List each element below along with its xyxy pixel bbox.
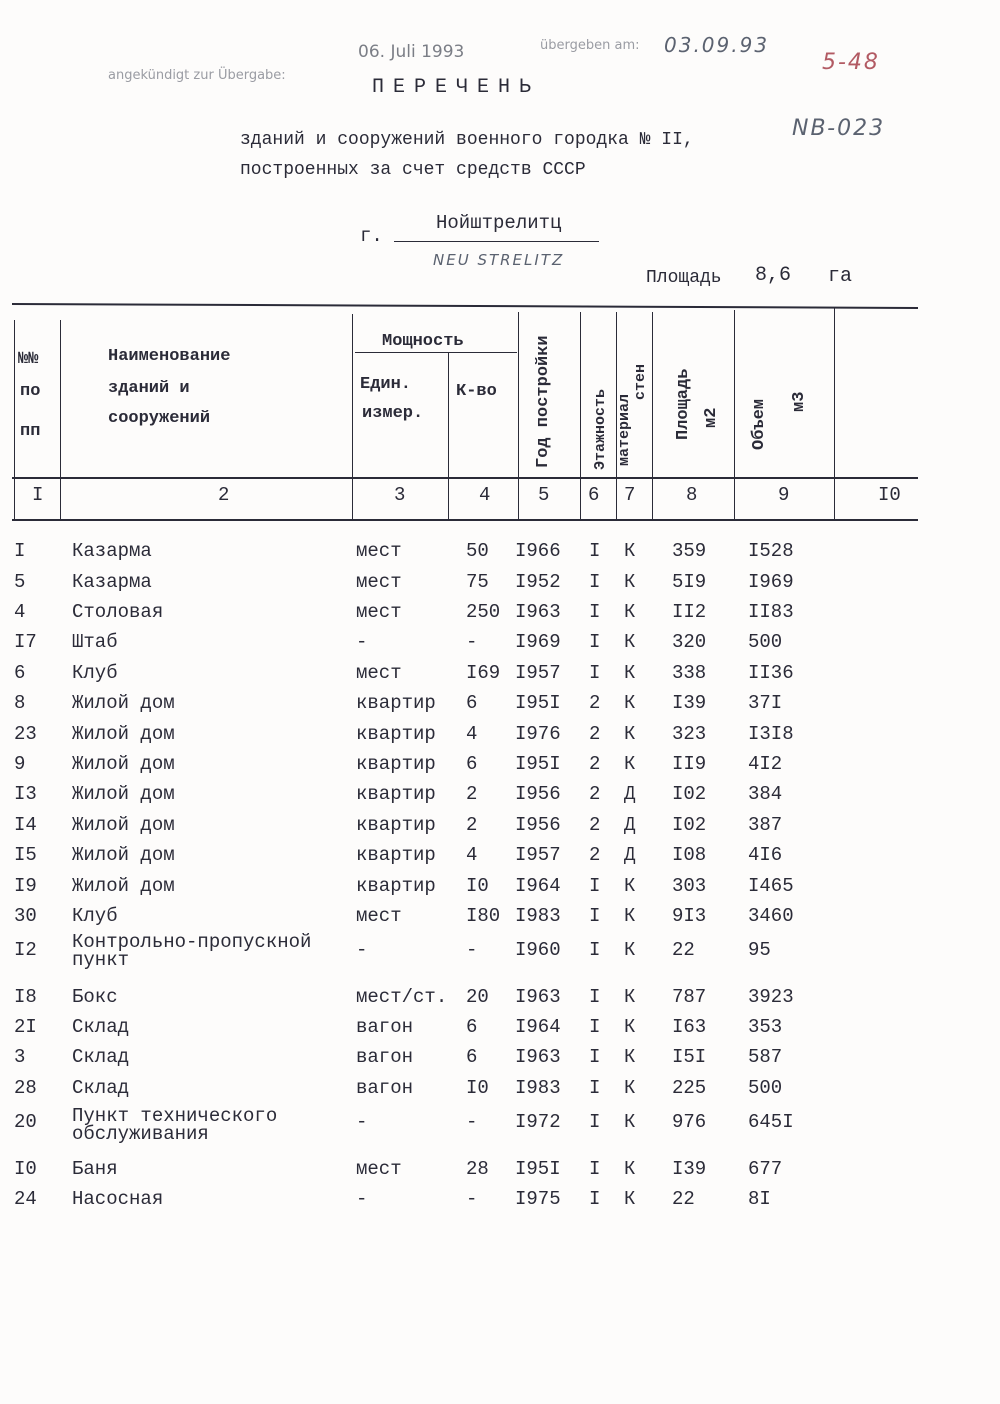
header-no-line-3: пп — [20, 422, 41, 441]
column-number-5: 5 — [538, 484, 550, 506]
wall-material: К — [624, 986, 636, 1008]
row-number: 9 — [14, 753, 26, 775]
table-row — [0, 844, 1000, 870]
row-number: I0 — [14, 1158, 37, 1180]
row-number: 2I — [14, 1016, 37, 1038]
header-name-line-3: сооружений — [108, 409, 211, 428]
floors: I — [589, 1188, 601, 1210]
wall-material: К — [624, 662, 636, 684]
volume-m3: 677 — [748, 1158, 783, 1180]
header-no-line-1: №№ — [18, 350, 39, 369]
floors: I — [589, 986, 601, 1008]
area-m2: 976 — [672, 1111, 707, 1133]
floors: 2 — [589, 844, 601, 866]
header-area-line-2: м2 — [702, 407, 721, 428]
table-row — [0, 631, 1000, 657]
unit: квартир — [356, 783, 436, 805]
table-row — [0, 1158, 1000, 1184]
capacity-rule — [355, 352, 517, 353]
floors: I — [589, 631, 601, 653]
year-built: I964 — [515, 1016, 561, 1038]
volume-m3: 3923 — [748, 986, 794, 1008]
area-m2: I39 — [672, 1158, 707, 1180]
volume-m3: 3460 — [748, 905, 794, 927]
table-row — [0, 1016, 1000, 1042]
area-m2: I02 — [672, 783, 707, 805]
year-built: I964 — [515, 875, 561, 897]
row-number: 8 — [14, 692, 26, 714]
header-unit-line-1: Един. — [360, 375, 412, 394]
quantity: 6 — [466, 692, 478, 714]
unit: квартир — [356, 844, 436, 866]
row-number: I — [14, 540, 26, 562]
col-divider — [580, 312, 581, 520]
unit: мест — [356, 905, 402, 927]
building-name: Жилой дом — [72, 814, 175, 836]
year-built: I963 — [515, 601, 561, 623]
unit: мест — [356, 571, 402, 593]
city-translation: NEU STRELITZ — [433, 251, 565, 269]
area-m2: II9 — [672, 753, 707, 775]
quantity: 250 — [466, 601, 501, 623]
quantity: 20 — [466, 986, 489, 1008]
header-material-line-2: стен — [632, 363, 649, 400]
volume-m3: 4I6 — [748, 844, 783, 866]
year-built: I956 — [515, 783, 561, 805]
unit: мест/ст. — [356, 986, 448, 1008]
table-header-rule — [12, 477, 918, 479]
volume-m3: 4I2 — [748, 753, 783, 775]
table-row — [0, 662, 1000, 688]
table-top-rule — [12, 303, 918, 309]
floors: I — [589, 1077, 601, 1099]
header-year: Год постройки — [534, 335, 553, 468]
year-built: I952 — [515, 571, 561, 593]
city-name: Нойштрелитц — [436, 212, 562, 234]
building-name: Жилой дом — [72, 875, 175, 897]
area-m2: 359 — [672, 540, 707, 562]
building-name: Контрольно-пропускной — [72, 931, 312, 953]
year-built: I957 — [515, 662, 561, 684]
building-name-line-2: обслуживания — [72, 1123, 209, 1145]
volume-m3: I969 — [748, 571, 794, 593]
col-divider — [734, 310, 735, 520]
header-volume-line-1: Объем — [750, 398, 769, 450]
table-row — [0, 986, 1000, 1012]
area-m2: 9I3 — [672, 905, 707, 927]
table-row — [0, 814, 1000, 840]
area-label: Площадь — [646, 268, 722, 288]
floors: 2 — [589, 814, 601, 836]
row-number: 24 — [14, 1188, 37, 1210]
wall-material: К — [624, 1188, 636, 1210]
quantity: 28 — [466, 1158, 489, 1180]
unit: мест — [356, 662, 402, 684]
floors: I — [589, 1158, 601, 1180]
unit: - — [356, 1188, 368, 1210]
row-number: 20 — [14, 1111, 37, 1133]
wall-material: К — [624, 753, 636, 775]
header-area-line-1: Площадь — [674, 368, 693, 440]
year-built: I983 — [515, 1077, 561, 1099]
col-divider — [834, 308, 835, 520]
quantity: I0 — [466, 875, 489, 897]
ref-code: NB-023 — [792, 116, 886, 141]
area-value: 8,6 — [755, 264, 792, 287]
wall-material: К — [624, 540, 636, 562]
building-name: Пункт технического — [72, 1105, 278, 1127]
wall-material: К — [624, 692, 636, 714]
quantity: I0 — [466, 1077, 489, 1099]
row-number: I7 — [14, 631, 37, 653]
building-name: Казарма — [72, 540, 152, 562]
city-prefix: г. — [360, 225, 383, 247]
col-divider — [448, 353, 449, 520]
year-built: I95I — [515, 692, 561, 714]
volume-m3: I528 — [748, 540, 794, 562]
header-material-line-1: материал — [616, 393, 633, 466]
wall-material: К — [624, 1016, 636, 1038]
building-name: Жилой дом — [72, 783, 175, 805]
table-row — [0, 905, 1000, 931]
year-built: I957 — [515, 844, 561, 866]
building-name: Насосная — [72, 1188, 164, 1210]
wall-material: К — [624, 571, 636, 593]
building-name: Бокс — [72, 986, 118, 1008]
table-row — [0, 875, 1000, 901]
unit: вагон — [356, 1046, 414, 1068]
floors: I — [589, 571, 601, 593]
header-no-line-2: по — [20, 382, 41, 401]
announced-stamp: angekündigt zur Übergabe: — [108, 68, 286, 83]
area-m2: 22 — [672, 939, 695, 961]
unit: квартир — [356, 723, 436, 745]
volume-m3: 95 — [748, 939, 771, 961]
unit: мест — [356, 540, 402, 562]
area-m2: 303 — [672, 875, 707, 897]
header-capacity: Мощность — [382, 332, 464, 351]
wall-material: К — [624, 631, 636, 653]
floors: I — [589, 540, 601, 562]
city-underline — [394, 241, 599, 242]
area-m2: 5I9 — [672, 571, 707, 593]
row-number: I8 — [14, 986, 37, 1008]
area-m2: 323 — [672, 723, 707, 745]
wall-material: К — [624, 1077, 636, 1099]
building-name: Штаб — [72, 631, 118, 653]
table-number-rule — [12, 519, 918, 521]
handed-over-date: 03.09.93 — [664, 33, 770, 57]
quantity: 75 — [466, 571, 489, 593]
quantity: 6 — [466, 1046, 478, 1068]
area-m2: I08 — [672, 844, 707, 866]
header-name-line-2: зданий и — [108, 379, 190, 398]
year-built: I960 — [515, 939, 561, 961]
unit: - — [356, 1111, 368, 1133]
wall-material: Д — [624, 783, 636, 805]
year-built: I983 — [515, 905, 561, 927]
row-number: 30 — [14, 905, 37, 927]
quantity: 2 — [466, 814, 478, 836]
quantity: 6 — [466, 753, 478, 775]
wall-material: К — [624, 723, 636, 745]
volume-m3: 37I — [748, 692, 783, 714]
subtitle-line-2: построенных за счет средств СССР — [240, 160, 586, 180]
unit: вагон — [356, 1077, 414, 1099]
floors: I — [589, 1111, 601, 1133]
quantity: - — [466, 1188, 478, 1210]
unit: - — [356, 939, 368, 961]
wall-material: К — [624, 875, 636, 897]
volume-m3: 645I — [748, 1111, 794, 1133]
floors: I — [589, 875, 601, 897]
building-name: Клуб — [72, 662, 118, 684]
wall-material: К — [624, 939, 636, 961]
column-number-10: I0 — [878, 484, 901, 506]
area-m2: I5I — [672, 1046, 707, 1068]
column-number-3: 3 — [394, 484, 406, 506]
area-m2: I39 — [672, 692, 707, 714]
header-unit-line-2: измер. — [362, 404, 424, 423]
unit: квартир — [356, 753, 436, 775]
row-number: I5 — [14, 844, 37, 866]
row-number: 6 — [14, 662, 26, 684]
building-name: Склад — [72, 1077, 130, 1099]
row-number: I2 — [14, 939, 37, 961]
table-row — [0, 540, 1000, 566]
date-stamp: 06. Juli 1993 — [358, 42, 465, 62]
table-row — [0, 1105, 1000, 1145]
year-built: I969 — [515, 631, 561, 653]
table-row — [0, 1077, 1000, 1103]
area-m2: 338 — [672, 662, 707, 684]
building-name: Жилой дом — [72, 844, 175, 866]
quantity: I69 — [466, 662, 501, 684]
page-ref: 5-48 — [822, 50, 880, 75]
unit: вагон — [356, 1016, 414, 1038]
table-row — [0, 692, 1000, 718]
volume-m3: 587 — [748, 1046, 783, 1068]
handed-over-label: übergeben am: — [540, 38, 640, 53]
building-name-line-2: пункт — [72, 949, 130, 971]
unit: мест — [356, 601, 402, 623]
quantity: 4 — [466, 723, 478, 745]
area-m2: I02 — [672, 814, 707, 836]
row-number: I3 — [14, 783, 37, 805]
volume-m3: 353 — [748, 1016, 783, 1038]
floors: I — [589, 1046, 601, 1068]
unit: квартир — [356, 814, 436, 836]
year-built: I972 — [515, 1111, 561, 1133]
building-name: Столовая — [72, 601, 164, 623]
floors: I — [589, 905, 601, 927]
table-row — [0, 1188, 1000, 1214]
table-row — [0, 783, 1000, 809]
column-number-9: 9 — [778, 484, 790, 506]
quantity: 50 — [466, 540, 489, 562]
year-built: I95I — [515, 753, 561, 775]
quantity: - — [466, 1111, 478, 1133]
unit: - — [356, 631, 368, 653]
building-name: Склад — [72, 1046, 130, 1068]
header-name-line-1: Наименование — [108, 347, 231, 366]
year-built: I966 — [515, 540, 561, 562]
year-built: I976 — [515, 723, 561, 745]
col-divider — [14, 320, 15, 520]
row-number: I9 — [14, 875, 37, 897]
floors: I — [589, 662, 601, 684]
wall-material: К — [624, 905, 636, 927]
volume-m3: 500 — [748, 1077, 783, 1099]
floors: 2 — [589, 723, 601, 745]
wall-material: К — [624, 1046, 636, 1068]
floors: I — [589, 1016, 601, 1038]
table-row — [0, 723, 1000, 749]
area-m2: 787 — [672, 986, 707, 1008]
quantity: - — [466, 939, 478, 961]
floors: I — [589, 939, 601, 961]
year-built: I975 — [515, 1188, 561, 1210]
floors: 2 — [589, 692, 601, 714]
quantity: 4 — [466, 844, 478, 866]
header-floors: Этажность — [592, 388, 609, 470]
row-number: 4 — [14, 601, 26, 623]
column-number-8: 8 — [686, 484, 698, 506]
table-row — [0, 753, 1000, 779]
wall-material: Д — [624, 814, 636, 836]
area-m2: 22 — [672, 1188, 695, 1210]
quantity: 6 — [466, 1016, 478, 1038]
subtitle-line-1: зданий и сооружений военного городка № II, — [240, 130, 694, 150]
col-divider — [518, 312, 519, 520]
row-number: 23 — [14, 723, 37, 745]
volume-m3: II36 — [748, 662, 794, 684]
unit: квартир — [356, 692, 436, 714]
column-number-7: 7 — [624, 484, 636, 506]
volume-m3: II83 — [748, 601, 794, 623]
header-volume-line-2: м3 — [790, 391, 809, 412]
table-row — [0, 931, 1000, 971]
column-number-4: 4 — [479, 484, 491, 506]
building-name: Казарма — [72, 571, 152, 593]
unit: квартир — [356, 875, 436, 897]
header-qty: К-во — [456, 382, 497, 401]
table-row — [0, 571, 1000, 597]
col-divider — [352, 314, 353, 520]
row-number: 5 — [14, 571, 26, 593]
unit: мест — [356, 1158, 402, 1180]
floors: 2 — [589, 783, 601, 805]
year-built: I95I — [515, 1158, 561, 1180]
wall-material: Д — [624, 844, 636, 866]
quantity: - — [466, 631, 478, 653]
building-name: Склад — [72, 1016, 130, 1038]
building-name: Жилой дом — [72, 753, 175, 775]
building-name: Баня — [72, 1158, 118, 1180]
area-m2: 320 — [672, 631, 707, 653]
volume-m3: 387 — [748, 814, 783, 836]
area-m2: I63 — [672, 1016, 707, 1038]
volume-m3: I465 — [748, 875, 794, 897]
building-name: Жилой дом — [72, 692, 175, 714]
volume-m3: 500 — [748, 631, 783, 653]
building-name: Клуб — [72, 905, 118, 927]
floors: 2 — [589, 753, 601, 775]
column-number-1: I — [32, 484, 44, 506]
quantity: I80 — [466, 905, 501, 927]
column-number-6: 6 — [588, 484, 600, 506]
table-row — [0, 1046, 1000, 1072]
column-number-2: 2 — [218, 484, 230, 506]
volume-m3: 384 — [748, 783, 783, 805]
wall-material: К — [624, 1111, 636, 1133]
floors: I — [589, 601, 601, 623]
area-unit: га — [828, 265, 853, 288]
row-number: 28 — [14, 1077, 37, 1099]
building-name: Жилой дом — [72, 723, 175, 745]
year-built: I956 — [515, 814, 561, 836]
volume-m3: 8I — [748, 1188, 771, 1210]
row-number: I4 — [14, 814, 37, 836]
col-divider — [60, 320, 61, 520]
year-built: I963 — [515, 986, 561, 1008]
quantity: 2 — [466, 783, 478, 805]
table-row — [0, 601, 1000, 627]
col-divider — [652, 312, 653, 520]
wall-material: К — [624, 601, 636, 623]
volume-m3: I3I8 — [748, 723, 794, 745]
year-built: I963 — [515, 1046, 561, 1068]
area-m2: 225 — [672, 1077, 707, 1099]
document-title: ПЕРЕЧЕНЬ — [372, 76, 541, 99]
area-m2: II2 — [672, 601, 707, 623]
wall-material: К — [624, 1158, 636, 1180]
row-number: 3 — [14, 1046, 26, 1068]
